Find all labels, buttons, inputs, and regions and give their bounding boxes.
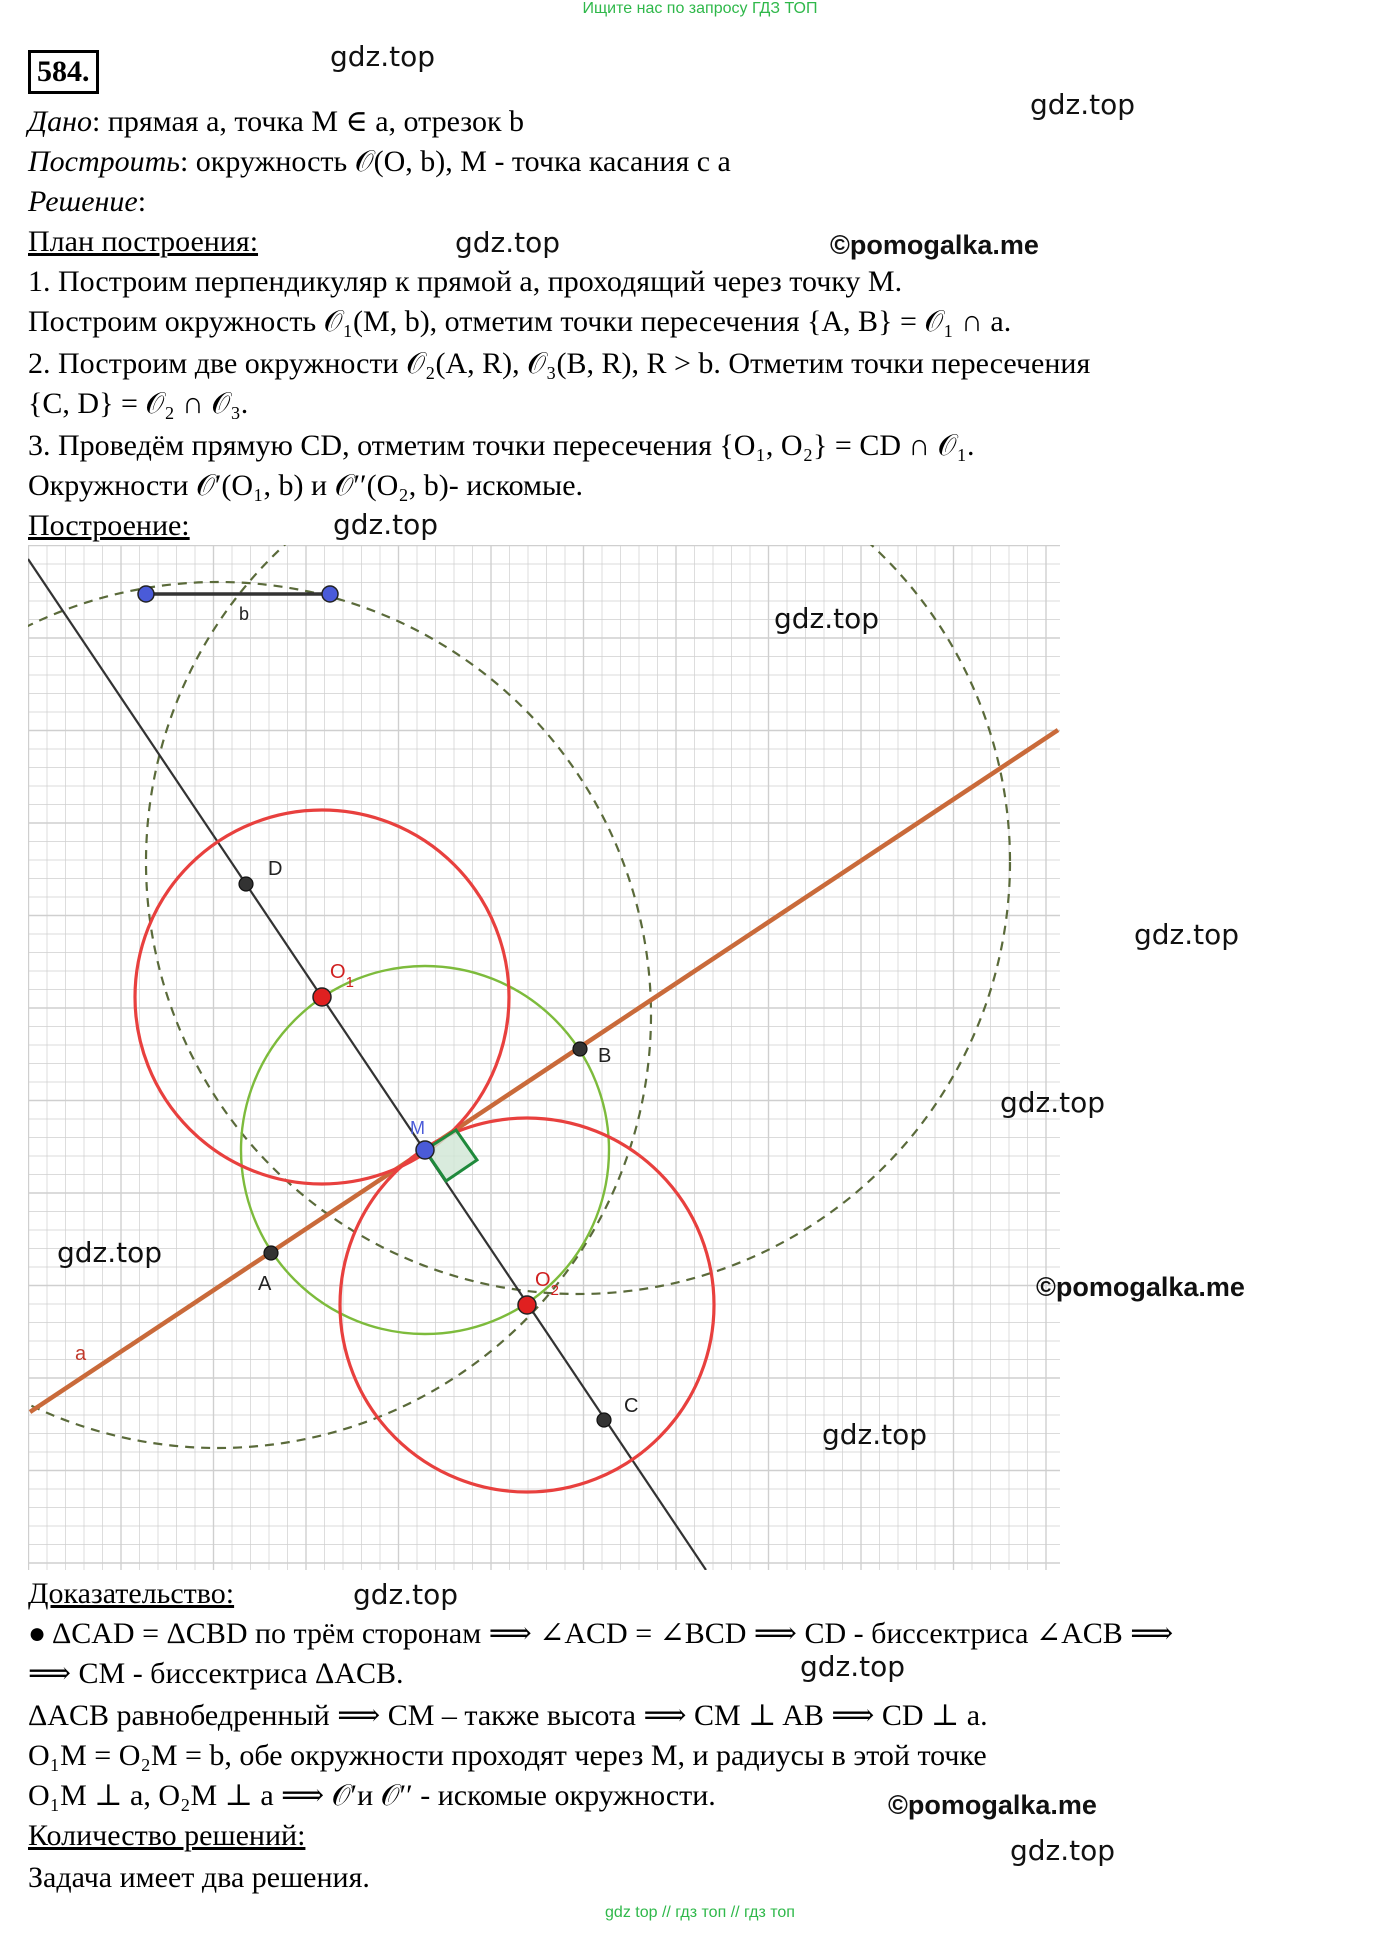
point-O2 <box>518 1296 536 1314</box>
proof-line: ● ΔCAD = ΔCBD по трём сторонам ⟹ ∠ACD = ∠BCD ⟹ CD - биссектриса ∠ACB ⟹ <box>28 1617 1174 1650</box>
count-text: Задача имеет два решения. <box>28 1861 370 1894</box>
watermark-gdz: gdz.top <box>800 1650 906 1683</box>
proof-line: ΔACB равнобедренный ⟹ CM – также высота ⟹ CM ⊥ AB ⟹ CD ⊥ a. <box>28 1699 988 1732</box>
watermark-gdz: gdz.top <box>1000 1086 1106 1119</box>
watermark-pomogalka: ©pomogalka.me <box>830 230 1039 260</box>
watermark-gdz: gdz.top <box>57 1236 163 1269</box>
point-M <box>416 1141 434 1159</box>
watermark-gdz: gdz.top <box>1134 918 1240 951</box>
point-b-left <box>138 586 154 602</box>
watermark-gdz: gdz.top <box>455 226 561 259</box>
footer-links[interactable]: gdz top // гдз топ // гдз топ <box>605 1904 795 1921</box>
given-text: : прямая a, точка M ∈ a, отрезок b <box>91 105 525 138</box>
proof-line: O₁M ⊥ a, O₂M ⊥ a ⟹ 𝒪′и 𝒪′′ - искомые окружности. <box>28 1779 716 1812</box>
plan-line: {C, D} = 𝒪₂ ∩ 𝒪₃. <box>28 387 249 420</box>
watermark-gdz: gdz.top <box>822 1418 928 1451</box>
watermark-pomogalka: ©pomogalka.me <box>888 1790 1097 1820</box>
label-M: M <box>410 1118 425 1138</box>
watermark-gdz: gdz.top <box>774 602 880 635</box>
label-A: A <box>258 1273 272 1295</box>
construct-label: Построить <box>28 145 180 178</box>
plan-heading: План построения: <box>28 225 259 258</box>
point-b-right <box>322 586 338 602</box>
watermark-gdz: gdz.top <box>1010 1834 1116 1867</box>
grid <box>28 545 1060 1570</box>
watermark-gdz: gdz.top <box>330 40 436 73</box>
top-search-banner[interactable]: Ищите нас по запросу ГДЗ ТОП <box>582 0 818 17</box>
label-C: C <box>624 1395 639 1417</box>
point-C <box>597 1413 611 1427</box>
label-D: D <box>268 858 283 880</box>
solution-colon: : <box>137 185 147 218</box>
watermark-pomogalka: ©pomogalka.me <box>1036 1272 1245 1302</box>
watermark-gdz: gdz.top <box>333 508 439 541</box>
plan-line: 2. Построим две окружности 𝒪₂(A, R), 𝒪₃(B, R), R > b. Отметим точки пересечения <box>28 347 1091 380</box>
plan-line: 3. Проведём прямую CD, отметим точки пересечения {O₁, O₂} = CD ∩ 𝒪₁. <box>28 429 975 462</box>
watermark-gdz: gdz.top <box>353 1578 459 1611</box>
label-b: b <box>239 604 250 624</box>
given-label: Дано <box>28 105 92 138</box>
point-D <box>239 877 253 891</box>
problem-number: 584. <box>28 50 99 94</box>
plan-line: 1. Построим перпендикуляр к прямой a, проходящий через точку M. <box>28 265 903 298</box>
label-B: B <box>598 1045 612 1067</box>
watermark-gdz: gdz.top <box>1030 88 1136 121</box>
label-O1: $O_1$ <box>330 961 354 991</box>
solution-label: Решение <box>28 185 138 218</box>
point-B <box>573 1042 587 1056</box>
label-a: a <box>75 1343 87 1365</box>
proof-line: ⟹ CM - биссектриса ΔACB. <box>28 1657 404 1690</box>
point-A <box>264 1246 278 1260</box>
label-O2: $O_2$ <box>535 1269 559 1299</box>
count-heading: Количество решений: <box>28 1819 306 1852</box>
line-a <box>30 730 1058 1412</box>
construct-text: : окружность 𝒪(O, b), M - точка касания с a <box>179 145 731 178</box>
construction-heading: Построение: <box>28 509 190 542</box>
plan-line: Окружности 𝒪′(O₁, b) и 𝒪′′(O₂, b)- искомые. <box>28 469 584 502</box>
plan-line: Построим окружность 𝒪₁(M, b), отметим точки пересечения {A, B} = 𝒪₁ ∩ a. <box>28 305 1012 338</box>
proof-line: O₁M = O₂M = b, обе окружности проходят через M, и радиусы в этой точке <box>28 1739 987 1772</box>
point-O1 <box>313 988 331 1006</box>
proof-heading: Доказательство: <box>28 1577 235 1610</box>
